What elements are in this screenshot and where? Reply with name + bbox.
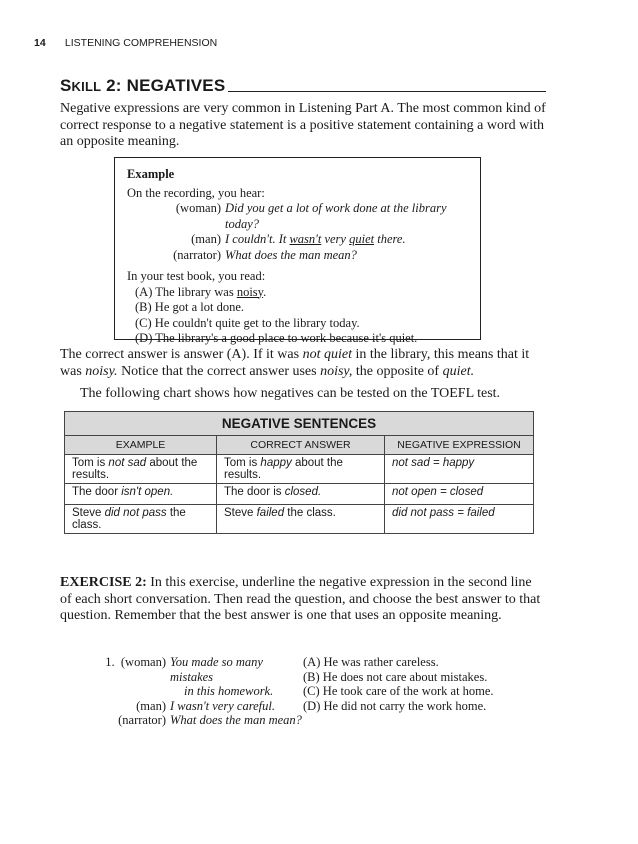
example-box bbox=[114, 157, 481, 345]
answer-option: (A) The library was noisy. bbox=[135, 284, 267, 299]
intro-paragraph: Negative expressions are very common in Listening Part A. The most common kind of correct response to a negative statement is a positive statement containing a word with an opposite meaning. bbox=[60, 101, 546, 149]
table-row bbox=[65, 505, 534, 534]
table-row bbox=[65, 484, 534, 505]
dialogue-line: (man) I couldn't. It wasn't very quiet there. bbox=[191, 232, 406, 246]
negative-sentences-table bbox=[64, 411, 534, 534]
answer-option: (C) He took care of the work at home. bbox=[303, 684, 494, 698]
hear-intro: On the recording, you hear: bbox=[127, 185, 265, 200]
chart-intro: The following chart shows how negatives can be tested on the TOEFL test. bbox=[80, 386, 501, 401]
dialogue-line: (narrator) What does the man mean? bbox=[173, 247, 357, 262]
answer-cell: The door is closed. bbox=[217, 484, 385, 505]
question-1-answers bbox=[303, 655, 494, 713]
section-title: LISTENING COMPREHENSION bbox=[64, 37, 218, 49]
answer-option: (B) He got a lot done. bbox=[135, 300, 245, 314]
exercise-instructions: EXERCISE 2: In this exercise, underline the negative expression in the second line of each short conversation. Then read the question, and choose the best answer to that question. Remember that the best answer is one that uses an opposite meaning. bbox=[60, 575, 541, 623]
dialogue-line: (woman) Did you get a lot of work done at the library today? bbox=[175, 201, 447, 231]
column-header: CORRECT ANSWER bbox=[217, 436, 385, 455]
answer-option: (D) He did not carry the work home. bbox=[303, 698, 487, 713]
example-cell: Tom is not sad about the results. bbox=[65, 455, 217, 484]
skill-title: SKILL 2: NEGATIVES bbox=[60, 76, 226, 95]
running-header bbox=[34, 37, 217, 49]
question-1: 1. (woman) You made so many mistakes in this homework. (man) I wasn't very careful. (narrator) What does the man mean? bbox=[105, 655, 302, 727]
column-header: NEGATIVE EXPRESSION bbox=[385, 436, 534, 455]
answer-option: (D) The library's a good place to work because it's quiet. bbox=[135, 331, 418, 345]
answer-cell: Tom is happy about the results. bbox=[217, 455, 385, 484]
table-row bbox=[65, 455, 534, 484]
explanation-paragraph: The correct answer is answer (A). If it was not quiet in the library, this means that it was noisy. Notice that the correct answer uses noisy, the opposite of quiet. bbox=[60, 347, 530, 379]
answer-cell: Steve failed the class. bbox=[217, 505, 385, 534]
heading-rule bbox=[228, 91, 546, 92]
table-caption: NEGATIVE SENTENCES bbox=[65, 412, 534, 436]
page-number: 14 bbox=[34, 37, 46, 49]
skill-heading bbox=[60, 74, 546, 96]
read-intro: In your test book, you read: bbox=[127, 269, 266, 283]
expression-cell: did not pass = failed bbox=[385, 505, 534, 534]
expression-cell: not open = closed bbox=[385, 484, 534, 505]
answer-option: (A) He was rather careless. bbox=[303, 655, 439, 669]
example-label: Example bbox=[127, 167, 175, 181]
column-header: EXAMPLE bbox=[65, 436, 217, 455]
example-cell: The door isn't open. bbox=[65, 484, 217, 505]
answer-option: (C) He couldn't quite get to the library today. bbox=[135, 315, 360, 330]
exercise-label: EXERCISE 2: bbox=[60, 575, 147, 590]
example-cell: Steve did not pass the class. bbox=[65, 505, 217, 534]
expression-cell: not sad = happy bbox=[385, 455, 534, 484]
answer-option: (B) He does not care about mistakes. bbox=[303, 669, 488, 684]
